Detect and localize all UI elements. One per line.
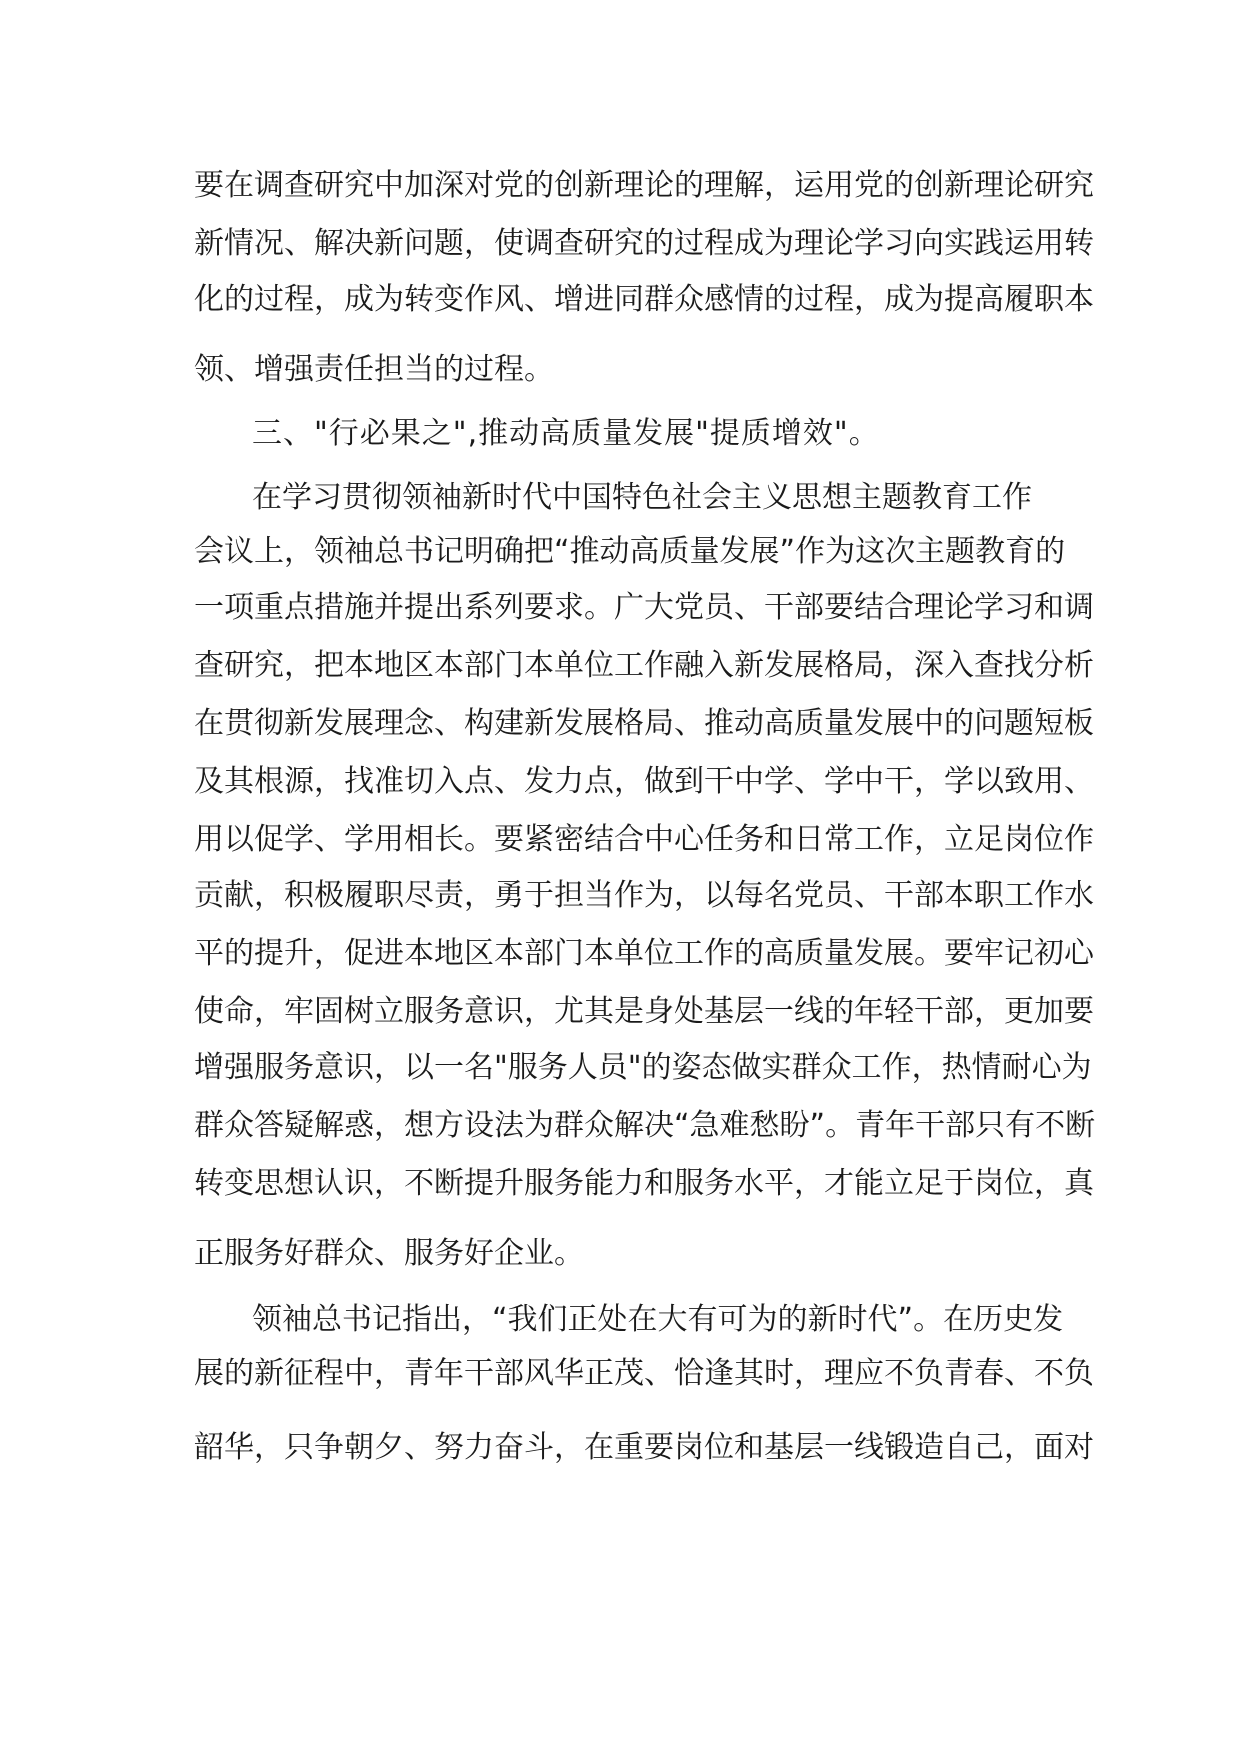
paragraph-line: 用以促学、学用相长。要紧密结合中心任务和日常工作，立足岗位作	[194, 822, 1094, 857]
paragraph-line: 一项重点措施并提出系列要求。广大党员、干部要结合理论学习和调	[194, 590, 1094, 625]
paragraph-line: 平的提升，促进本地区本部门本单位工作的高质量发展。要牢记初心	[194, 936, 1094, 971]
paragraph-line: 查研究，把本地区本部门本单位工作融入新发展格局，深入查找分析	[194, 648, 1094, 683]
section-heading: 三、"行必果之",推动高质量发展"提质增效"。	[252, 416, 880, 451]
paragraph-line: 韶华，只争朝夕、努力奋斗，在重要岗位和基层一线锻造自己，面对	[194, 1430, 1094, 1465]
paragraph-line: 使命，牢固树立服务意识，尤其是身处基层一线的年轻干部，更加要	[194, 994, 1094, 1029]
paragraph-line: 正服务好群众、服务好企业。	[194, 1236, 584, 1271]
paragraph-line: 化的过程，成为转变作风、增进同群众感情的过程，成为提高履职本	[194, 282, 1094, 317]
paragraph-line: 要在调查研究中加深对党的创新理论的理解，运用党的创新理论研究	[194, 168, 1094, 203]
paragraph-line: 新情况、解决新问题，使调查研究的过程成为理论学习向实践运用转	[194, 226, 1094, 261]
paragraph-line: 群众答疑解惑，想方设法为群众解决“急难愁盼”。青年干部只有不断	[194, 1108, 1096, 1143]
paragraph-line: 展的新征程中，青年干部风华正茂、恰逢其时，理应不负青春、不负	[194, 1356, 1094, 1391]
paragraph-line: 转变思想认识，不断提升服务能力和服务水平，才能立足于岗位，真	[194, 1166, 1094, 1201]
paragraph-line: 在学习贯彻领袖新时代中国特色社会主义思想主题教育工作	[252, 480, 1032, 515]
paragraph-line: 在贯彻新发展理念、构建新发展格局、推动高质量发展中的问题短板	[194, 706, 1094, 741]
paragraph-line: 贡献，积极履职尽责，勇于担当作为，以每名党员、干部本职工作水	[194, 878, 1094, 913]
paragraph-line: 领、增强责任担当的过程。	[194, 352, 554, 387]
paragraph-line: 会议上，领袖总书记明确把“推动高质量发展”作为这次主题教育的	[194, 534, 1066, 569]
paragraph-line: 及其根源，找准切入点、发力点，做到干中学、学中干，学以致用、	[194, 764, 1094, 799]
paragraph-line: 增强服务意识，以一名"服务人员"的姿态做实群众工作，热情耐心为	[194, 1050, 1092, 1085]
paragraph-line: 领袖总书记指出，“我们正处在大有可为的新时代”。在历史发	[252, 1302, 1064, 1337]
